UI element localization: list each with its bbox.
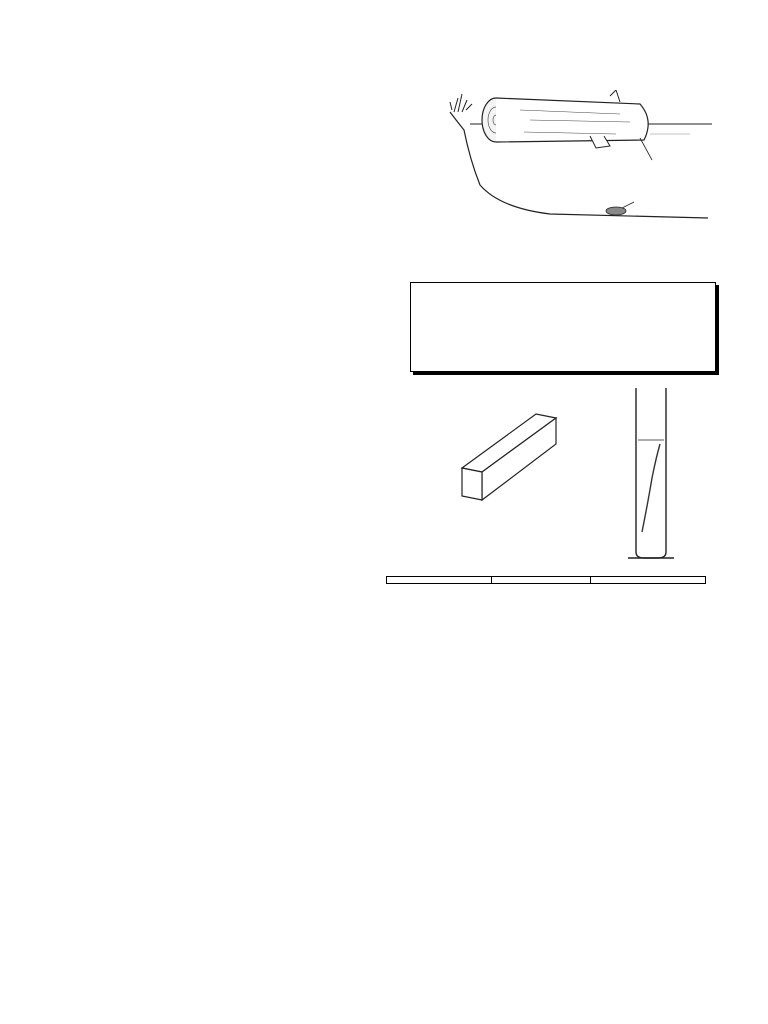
column-header (492, 577, 591, 584)
column-header (387, 577, 492, 584)
floating-log-illustration (440, 90, 718, 230)
measuring-cylinder-illustration (618, 382, 718, 562)
log-icon (482, 90, 648, 148)
density-formula-box (410, 282, 716, 372)
table-header-row (387, 577, 706, 584)
column-header (591, 577, 706, 584)
wood-block-illustration (430, 404, 590, 520)
materials-density-table (386, 576, 706, 584)
spoon-icon (642, 444, 660, 532)
stone-icon (606, 207, 626, 215)
